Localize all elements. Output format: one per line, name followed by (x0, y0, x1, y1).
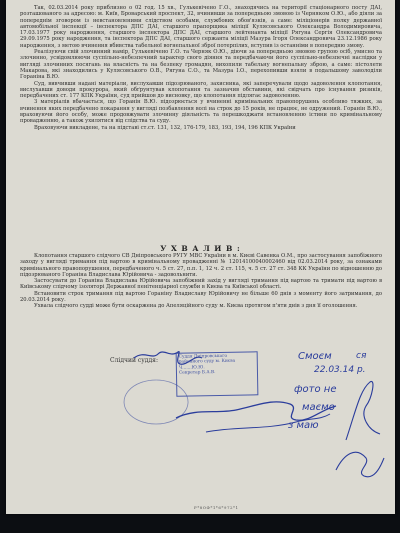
handwritten-scribble (346, 381, 380, 440)
ruling-heading: У Х В А Л И В : (160, 244, 241, 253)
decision-grant: Клопотання старшого слідчого СВ Дніпровського РУГУ МВС України в м. Києві Савенка О.М., про застосування запобіжного заходу у вигляді тримання під вартою в кримінальному провадженні № 12014100040002460 від 02.03.2014 року, за ознаками кримінального правопорушення, передбаченого ч. 5 ст. 27, п.п. 1, 12 ч. 2 ст. 115, ч. 5 ст. 27 ст. 348 КК України по відношенню до підозрюваного Гораніна Владислава Юрійовича - задовольнити. (20, 253, 382, 278)
decision-term: Встановити строк тримання під вартою Гораніну Владиславу Юрійовичу не більше 60 днів з моменту його затримання, до 20.03.2014 року. (20, 290, 382, 304)
paragraph-legal-basis: Враховуючи викладене, та на підставі ст.ст. 131, 132, 176-179, 183, 193, 194, 196 КПК України (34, 124, 296, 131)
paragraph-court-review: Суд, вивчивши надані матеріали, вислухавши підозрюваного, захисника, які заперечували щодо задоволення клопотання, вислухавши доводи прокурора, який обґрунтував клопотання та зазначив обставини, які свідчать про існування ризиків, передбачених ст. 177 КПК України, суд прийшов до висновку, що клопотання підлягає задоволенню. (20, 80, 382, 100)
judge-signature (134, 352, 202, 365)
handwritten-date: 22.03.14 р. (314, 365, 366, 375)
handwritten-note: маємо (302, 402, 335, 413)
signatures-overlay (6, 0, 395, 514)
stamp-line: Секретар Б.А.В. (178, 370, 216, 376)
footer-barcode-text: Р*8ОФ*1*6*972*1 (194, 505, 239, 510)
paragraph-facts: Так, 02.03.2014 року приблизно о 02 год. 15 хв., Гулькевічено Г.О., знаходячись на території стаціонарного посту ДАІ, розташованого за адресою: м. Київ, Броварський проспект, 32, вчинивши за попередньою змовою із Черняком О.Ю., або діяли за попереднім зговором із невстановленими слідством особами, службових обов'язків, а саме: міліціонерів полку державної автомобільної інспекції – інспектора ДПС ДАІ, старшого прапорщика міліції Кулясовського Олександра Володимировича, 17.03.1977 року народження, старшого інспектора ДПС ДАІ, старшого лейтенанта міліції Рягуна Сергія Олександровича 29.09.1975 року народження, та інспектора ДПС ДАІ, старшого сержанта міліції Мазура Ігоря Олександровича 23.12.1986 року народження, з метою вчинення вбивства табельної вогнепальної зброї потерпілих, вступив із останніми в попередню змову. (20, 5, 382, 49)
paragraph-intent: Реалізуючи свій злочинний намір, Гулькевічено Г.О. та Черняк О.Ю., діючи за попередньою змовою групою осіб, умисно та злочинно, усвідомлюючи суспільно-небезпечний характер свого діяння та передбачаючи його суспільно-небезпечні наслідки у вигляді злочинних посягань на власність та на безпеку громадян, вихопили табельну вогнепальну зброю, а саме: пістолети Макарова, які знаходились у Кулясовського О.В., Рягуна С.О., та Мазура І.О., перехопивши взяли в подальшому заволоділи Гораніна В.Ю. (20, 49, 382, 81)
handwritten-note: з маю (288, 420, 319, 431)
stamp-line: районного суду м. Києва (178, 359, 236, 366)
judge-label: Слідчий суддя: (110, 357, 158, 364)
decision-detention: Застосувати до Гораніна Владислава Юрійовича запобіжний захід у вигляді тримання під вартою та тримати під вартою в Київському слідчому ізоляторі Державної пенітенціарної служби в Києва та Київської області. (20, 278, 382, 291)
document-page (6, 0, 395, 514)
decision-appeal: Ухвала слідчого судді може бути оскаржена до Апеляційного суду м. Києва протягом п'яти днів з дня її оголошення. (34, 303, 358, 310)
handwritten-note: фото не (294, 384, 337, 395)
handwritten-scribble-2 (336, 452, 384, 477)
handwritten-note: ся (356, 351, 367, 361)
stamp-line: Ч.......Ю.Ю. (178, 365, 205, 371)
stamp-line: Суддя Дніпровського (178, 353, 228, 360)
paragraph-risks: З матеріалів вбачається, що Горанін В.Ю. підозрюється у вчиненні кримінальних правопорушень особливо тяжких, за вчинення яких передбачено покарання у вигляді позбавлення волі на строк до 15 років, не працює, не одружений. Горанін В.Ю., враховуючи його особу, може продовжувати злочинну діяльність та перешкоджати встановленню істини по кримінальному провадженню, а також ухилятися від слідства та суду. (20, 99, 382, 125)
handwritten-note: Смоєм (298, 351, 332, 362)
